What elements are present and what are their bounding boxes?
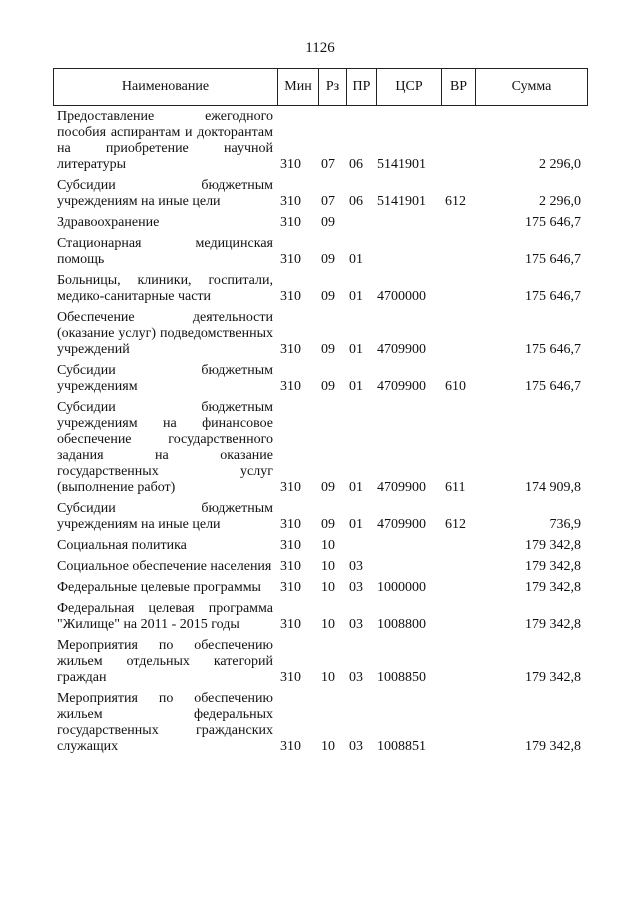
row-rz: 09	[321, 215, 335, 230]
row-name: Больницы, клиники, госпитали, медико-санитарные части	[57, 273, 273, 304]
row-sum: 179 342,8	[525, 580, 581, 595]
row-min: 310	[280, 157, 301, 172]
row-sum: 2 296,0	[539, 194, 581, 209]
row-pr: 06	[349, 194, 363, 209]
column-header-pr: ПР	[347, 69, 377, 106]
row-sum: 175 646,7	[525, 215, 581, 230]
row-pr: 03	[349, 580, 363, 595]
page-number: 1126	[305, 40, 335, 56]
row-name: Субсидии бюджетным учреждениям на финансовое обеспечение государственного задания на оказание государственных услуг (выполнение работ)	[57, 400, 273, 495]
row-name: Федеральная целевая программа "Жилище" на 2011 - 2015 годы	[57, 601, 273, 632]
row-sum: 179 342,8	[525, 739, 581, 754]
row-rz: 07	[321, 157, 335, 172]
row-vr	[441, 688, 475, 757]
table-row	[53, 556, 587, 577]
row-vr: 612	[445, 517, 466, 532]
column-header-name: Наименование	[54, 69, 278, 106]
table-header	[53, 68, 588, 106]
row-sum: 179 342,8	[525, 538, 581, 553]
row-vr	[441, 535, 475, 556]
row-csr	[376, 212, 441, 233]
row-csr: 4709900	[377, 342, 426, 357]
table-row	[53, 106, 587, 175]
row-pr: 03	[349, 559, 363, 574]
row-vr	[441, 212, 475, 233]
row-vr: 610	[445, 379, 466, 394]
table-row	[53, 598, 587, 635]
row-rz: 09	[321, 342, 335, 357]
table-row	[53, 360, 587, 397]
row-sum: 175 646,7	[525, 289, 581, 304]
row-min: 310	[280, 289, 301, 304]
row-sum: 175 646,7	[525, 379, 581, 394]
row-rz: 10	[321, 617, 335, 632]
column-header-sum: Сумма	[476, 69, 588, 106]
row-csr: 1008850	[377, 670, 426, 685]
row-min: 310	[280, 538, 301, 553]
row-min: 310	[280, 617, 301, 632]
row-name: Мероприятия по обеспечению жильем отдельных категорий граждан	[57, 638, 273, 685]
row-vr	[441, 556, 475, 577]
row-pr: 01	[349, 517, 363, 532]
column-header-min: Мин	[278, 69, 319, 106]
row-rz: 09	[321, 252, 335, 267]
row-name: Мероприятия по обеспечению жильем федеральных государственных гражданских служащих	[57, 691, 273, 754]
row-vr	[441, 233, 475, 270]
row-pr: 01	[349, 289, 363, 304]
table-row	[53, 233, 587, 270]
row-pr: 03	[349, 670, 363, 685]
row-sum: 179 342,8	[525, 617, 581, 632]
row-rz: 09	[321, 517, 335, 532]
row-csr: 5141901	[377, 194, 426, 209]
table-row	[53, 397, 587, 498]
row-csr: 4709900	[377, 517, 426, 532]
row-name: Предоставление ежегодного пособия аспирантам и докторантам на приобретение научной литературы	[57, 109, 273, 172]
row-csr: 1000000	[377, 580, 426, 595]
row-min: 310	[280, 215, 301, 230]
table-row	[53, 535, 587, 556]
row-sum: 179 342,8	[525, 670, 581, 685]
table-row	[53, 270, 587, 307]
row-rz: 10	[321, 580, 335, 595]
row-rz: 10	[321, 559, 335, 574]
row-vr	[441, 598, 475, 635]
row-csr: 4709900	[377, 480, 426, 495]
table-body	[53, 106, 587, 757]
row-csr: 4700000	[377, 289, 426, 304]
row-name: Обеспечение деятельности (оказание услуг) подведомственных учреждений	[57, 310, 273, 357]
row-pr: 01	[349, 379, 363, 394]
row-min: 310	[280, 739, 301, 754]
row-name: Стационарная медицинская помощь	[57, 236, 273, 267]
table-row	[53, 577, 587, 598]
row-pr: 01	[349, 342, 363, 357]
row-vr	[441, 635, 475, 688]
row-vr: 611	[445, 480, 466, 495]
row-csr: 4709900	[377, 379, 426, 394]
budget-table	[53, 106, 587, 757]
row-sum: 736,9	[549, 517, 581, 532]
row-min: 310	[280, 559, 301, 574]
row-name: Социальная политика	[57, 538, 187, 553]
row-rz: 09	[321, 480, 335, 495]
row-csr: 1008851	[377, 739, 426, 754]
row-pr: 03	[349, 739, 363, 754]
column-header-rz: Рз	[319, 69, 347, 106]
row-pr: 06	[349, 157, 363, 172]
row-sum: 2 296,0	[539, 157, 581, 172]
row-csr	[376, 535, 441, 556]
row-name: Здравоохранение	[57, 215, 160, 230]
row-min: 310	[280, 480, 301, 495]
row-min: 310	[280, 580, 301, 595]
table-row	[53, 307, 587, 360]
row-name: Субсидии бюджетным учреждениям	[57, 363, 273, 394]
row-pr	[346, 212, 376, 233]
table-row	[53, 498, 587, 535]
table-row	[53, 688, 587, 757]
row-vr	[441, 270, 475, 307]
row-min: 310	[280, 252, 301, 267]
row-sum: 175 646,7	[525, 342, 581, 357]
row-vr	[441, 307, 475, 360]
row-min: 310	[280, 379, 301, 394]
row-sum: 174 909,8	[525, 480, 581, 495]
row-name: Субсидии бюджетным учреждениям на иные цели	[57, 501, 273, 532]
row-pr	[346, 535, 376, 556]
row-csr	[376, 233, 441, 270]
row-min: 310	[280, 517, 301, 532]
column-header-csr: ЦСР	[377, 69, 442, 106]
row-name: Социальное обеспечение населения	[57, 559, 272, 574]
row-csr: 5141901	[377, 157, 426, 172]
row-min: 310	[280, 342, 301, 357]
row-rz: 10	[321, 670, 335, 685]
table-row	[53, 635, 587, 688]
row-sum: 179 342,8	[525, 559, 581, 574]
row-csr	[376, 556, 441, 577]
row-pr: 01	[349, 252, 363, 267]
row-rz: 09	[321, 379, 335, 394]
table-row	[53, 212, 587, 233]
row-min: 310	[280, 194, 301, 209]
row-rz: 10	[321, 538, 335, 553]
row-vr	[441, 577, 475, 598]
row-name: Федеральные целевые программы	[57, 580, 261, 595]
row-rz: 10	[321, 739, 335, 754]
row-min: 310	[280, 670, 301, 685]
row-sum: 175 646,7	[525, 252, 581, 267]
row-vr: 612	[445, 194, 466, 209]
row-vr	[441, 106, 475, 175]
table-row	[53, 175, 587, 212]
row-csr: 1008800	[377, 617, 426, 632]
row-name: Субсидии бюджетным учреждениям на иные цели	[57, 178, 273, 209]
row-pr: 01	[349, 480, 363, 495]
row-rz: 07	[321, 194, 335, 209]
row-pr: 03	[349, 617, 363, 632]
row-rz: 09	[321, 289, 335, 304]
column-header-vr: ВР	[442, 69, 476, 106]
